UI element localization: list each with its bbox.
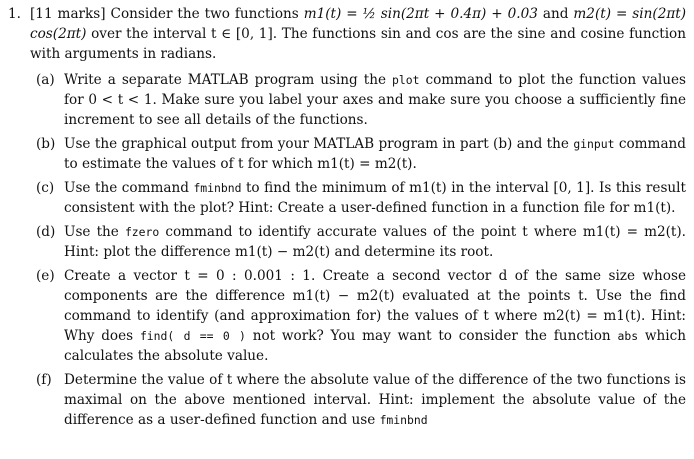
text-segment: Use the xyxy=(64,224,125,240)
text-segment: command to estimate the values of t for which m1(t) = m2(t). xyxy=(64,136,686,172)
part-label: (e) xyxy=(36,268,55,284)
m1-definition: m1(t) = ½ sin(2πt + 0.4π) + 0.03 xyxy=(303,6,538,22)
code-fminbnd: fminbnd xyxy=(379,413,428,427)
part-label: (f) xyxy=(36,372,52,388)
m2-definition: m2(t) = sin(2πt) cos(2πt) xyxy=(30,6,687,42)
code-find: find( d == 0 ) xyxy=(139,329,246,343)
part-text xyxy=(64,370,686,430)
intro-and: and xyxy=(542,6,569,22)
part-d xyxy=(30,222,686,262)
part-f xyxy=(30,370,686,430)
parts-list xyxy=(30,70,686,430)
text-segment: command to plot the function values for 0 < t < 1. Make sure you label your axes and make sure you choose a sufficiently fine increment to see all details of the functions. xyxy=(64,72,686,128)
text-segment: Create a vector t = 0 : 0.001 : 1. Create a second vector d of the same size whose components are the difference m1(t) − m2(t) evaluated at the points t. Use the find command to identify (and approximation for) the values of t where m2(t) = m1(t). Hint: Why does xyxy=(64,268,686,344)
marks: [11 marks] xyxy=(30,6,106,22)
part-label: (b) xyxy=(36,136,56,152)
intro-text-b: over the interval t ∈ [0, 1]. The functions sin and cos are the sine and cosine function with arguments in radians. xyxy=(30,26,686,62)
part-label: (c) xyxy=(36,180,55,196)
text-segment: to find the minimum of m1(t) in the interval [0, 1]. Is this result consistent with the plot? Hint: Create a user-defined function in a function file for m1(t). xyxy=(64,180,686,216)
text-segment: not work? You may want to consider the function xyxy=(245,328,618,344)
text-segment: command to identify accurate values of the point t where m1(t) = m2(t). Hint: plot the difference m1(t) − m2(t) and determine its root. xyxy=(64,224,687,260)
part-c xyxy=(30,178,686,218)
text-segment: Determine the value of t where the absolute value of the difference of the two functions is maximal on the above mentioned interval. Hint: implement the absolute value of the difference as a user-defined function and use xyxy=(64,372,686,428)
code-abs: abs xyxy=(617,329,639,343)
part-b xyxy=(30,134,686,174)
part-label: (a) xyxy=(36,72,55,88)
text-segment: Use the graphical output from your MATLAB program in part (b) and the xyxy=(64,136,574,152)
text-segment: Use the command xyxy=(64,180,194,196)
problem-number: 1. xyxy=(8,6,21,22)
problem-1 xyxy=(4,4,686,430)
code-fminbnd: fminbnd xyxy=(193,181,242,195)
code-plot: plot xyxy=(392,73,420,87)
part-text xyxy=(64,178,686,218)
part-label: (d) xyxy=(36,224,56,240)
part-text xyxy=(64,266,686,366)
code-fzero: fzero xyxy=(124,225,160,239)
part-text xyxy=(64,222,686,262)
part-text xyxy=(64,134,686,174)
problem-intro xyxy=(30,4,686,64)
part-text xyxy=(64,70,686,130)
part-e xyxy=(30,266,686,366)
part-a xyxy=(30,70,686,130)
text-segment: Write a separate MATLAB program using the xyxy=(64,72,393,88)
text-segment: which calculates the absolute value. xyxy=(64,328,686,364)
code-ginput: ginput xyxy=(573,137,615,151)
intro-text-a: Consider the two functions xyxy=(110,6,299,22)
